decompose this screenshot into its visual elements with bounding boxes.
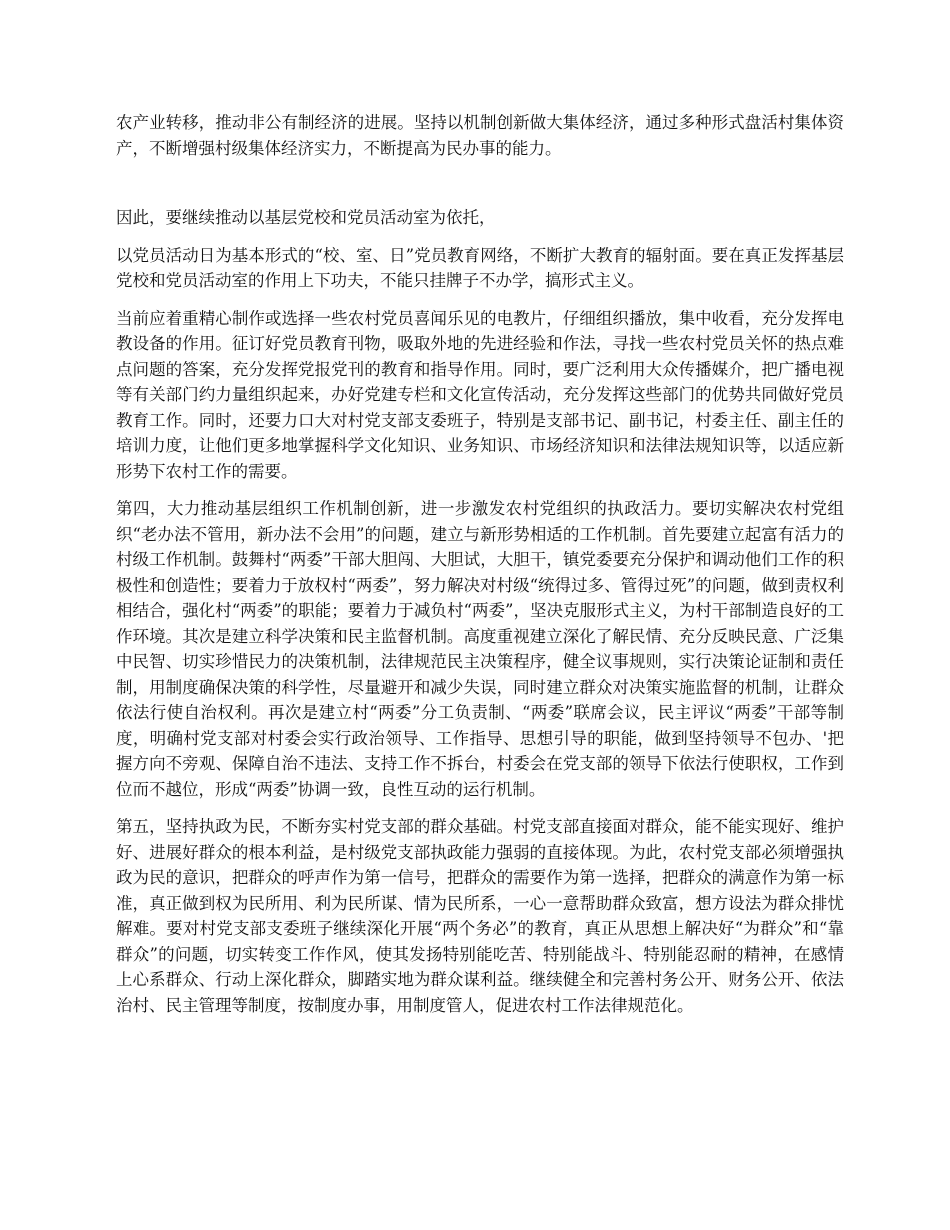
paragraph-3: 以党员活动日为基本形式的“校、室、日”党员教育网络，不断扩大教育的辐射面。要在真正发挥基层党校和党员活动室的作用上下功夫，不能只挂牌子不办学，搞形式主义。 bbox=[116, 245, 844, 290]
paragraph-4: 当前应着重精心制作或选择一些农村党员喜闻乐见的电教片，仔细组织播放，集中收看，充分发挥电教设备的作用。征订好党员教育刊物，吸取外地的先进经验和作法，寻找一些农村党员关怀的热点难点问题的答案，充分发挥党报党刊的教育和指导作用。同时，要广泛利用大众传播媒介，把广播电视等有关部门约力量组织起来，办好党建专栏和文化宣传活动，充分发挥这些部门的优势共同做好党员教育工作。同时，还要力口大对村党支部支委班子，特别是支部书记、副书记，村委主任、副主任的培训力度，让他们更多地掌握科学文化知识、业务知识、市场经济知识和法律法规知识等，以适应新形势下农村工作的需要。 bbox=[116, 308, 844, 481]
paragraph-1: 农产业转移，推动非公有制经济的进展。坚持以机制创新做大集体经济，通过多种形式盘活村集体资产，不断增强村级集体经济实力，不断提高为民办事的能力。 bbox=[116, 113, 844, 158]
document-body bbox=[116, 110, 844, 1030]
paragraph-gap bbox=[116, 173, 844, 205]
paragraph-5: 第四，大力推动基层组织工作机制创新，进一步激发农村党组织的执政活力。要切实解决农村党组织“老办法不管用，新办法不会用”的问题，建立与新形势相适的工作机制。首先要建立起富有活力的村级工作机制。鼓舞村“两委”干部大胆闯、大胆试，大胆干，镇党委要充分保护和调动他们工作的积极性和创造性；要着力于放权村“两委”，努力解决对村级“统得过多、管得过死”的问题，做到责权利相结合，强化村“两委”的职能；要着力于减负村“两委”，坚决克服形式主义，为村干部制造良好的工作环境。其次是建立科学决策和民主监督机制。高度重视建立深化了解民情、充分反映民意、广泛集中民智、切实珍惜民力的决策机制，法律规范民主决策程序，健全议事规则，实行决策论证制和责任制，用制度确保决策的科学性，尽量避开和减少失误，同时建立群众对决策实施监督的机制，让群众依法行使自治权利。再次是建立村“两委”分工负责制、“两委”联席会议，民主评议“两委”干部等制度，明确村党支部对村委会实行政治领导、工作指导、思想引导的职能，做到坚持领导不包办、'把握方向不旁观、保障自治不违法、支持工作不拆台，村委会在党支部的领导下依法行使职权，工作到位而不越位，形成“两委”协调一致，良性互动的运行机制。 bbox=[116, 499, 844, 799]
paragraph-2: 因此，要继续推动以基层党校和党员活动室为依托， bbox=[116, 208, 496, 227]
paragraph-6: 第五，坚持执政为民，不断夯实村党支部的群众基础。村党支部直接面对群众，能不能实现好、维护好、进展好群众的根本利益，是村级党支部执政能力强弱的直接体现。为此，农村党支部必须增强执政为民的意识，把群众的呼声作为第一信号，把群众的需要作为第一选择，把群众的满意作为第一标准，真正做到权为民所用、利为民所谋、情为民所系，一心一意帮助群众致富，想方设法为群众排忧解难。要对村党支部支委班子继续深化开展“两个务必”的教育，真正从思想上解决好“为群众”和“靠群众”的问题，切实转变工作作风，使其发扬特别能吃苦、特别能战斗、特别能忍耐的精神，在感情上心系群众、行动上深化群众，脚踏实地为群众谋利益。继续健全和完善村务公开、财务公开、依法治村、民主管理等制度，按制度办事，用制度管人，促进农村工作法律规范化。 bbox=[116, 817, 844, 1015]
